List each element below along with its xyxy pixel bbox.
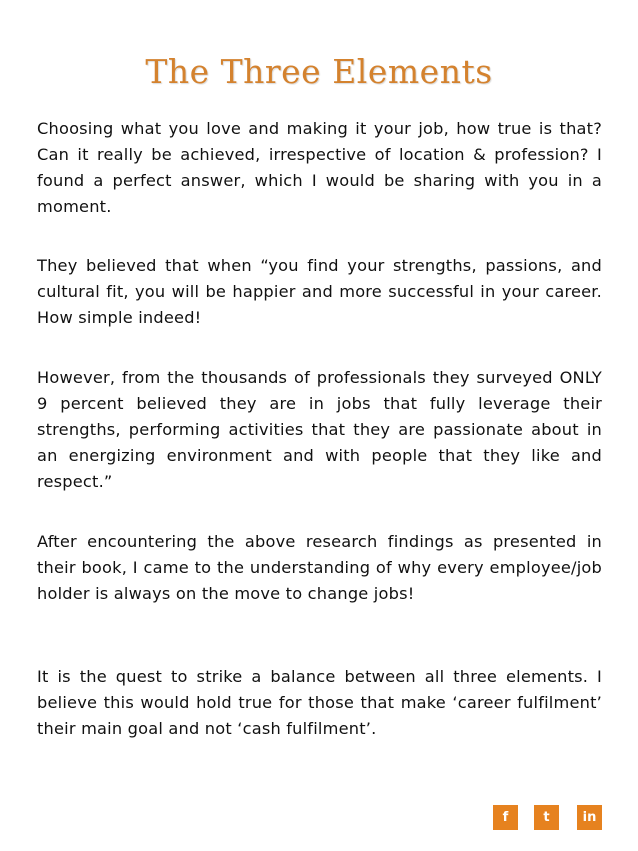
twitter-share-button[interactable] [534,805,559,830]
paragraph-2: They believed that when “you find your strengths, passions, and cultural fit, you will be happier and more successful in your career. How simple indeed! [37,256,602,327]
linkedin-icon: in [582,810,597,825]
page-title: The Three Elements [145,52,493,91]
paragraph-4: After encountering the above research findings as presented in their book, I came to the understanding of why every employee/job holder is always on the move to change jobs! [37,532,602,603]
twitter-icon: t [543,810,550,825]
paragraph-5: It is the quest to strike a balance between all three elements. I believe this would hold true for those that make ‘career fulfilment’ their main goal and not ‘cash fulfilment’. [37,667,602,738]
paragraph-1: Choosing what you love and making it your job, how true is that? Can it really be achieved, irrespective of location & profession? I found a perfect answer, which I would be sharing with you in a moment. [37,119,602,216]
linkedin-share-button[interactable] [577,805,602,830]
facebook-share-button[interactable] [493,805,518,830]
facebook-icon: f [502,810,509,825]
paragraph-3: However, from the thousands of professionals they surveyed ONLY 9 percent believed they are in jobs that fully leverage their strengths, performing activities that they are passionate about in an energizing environment and with people that they like and respect.” [37,368,602,491]
